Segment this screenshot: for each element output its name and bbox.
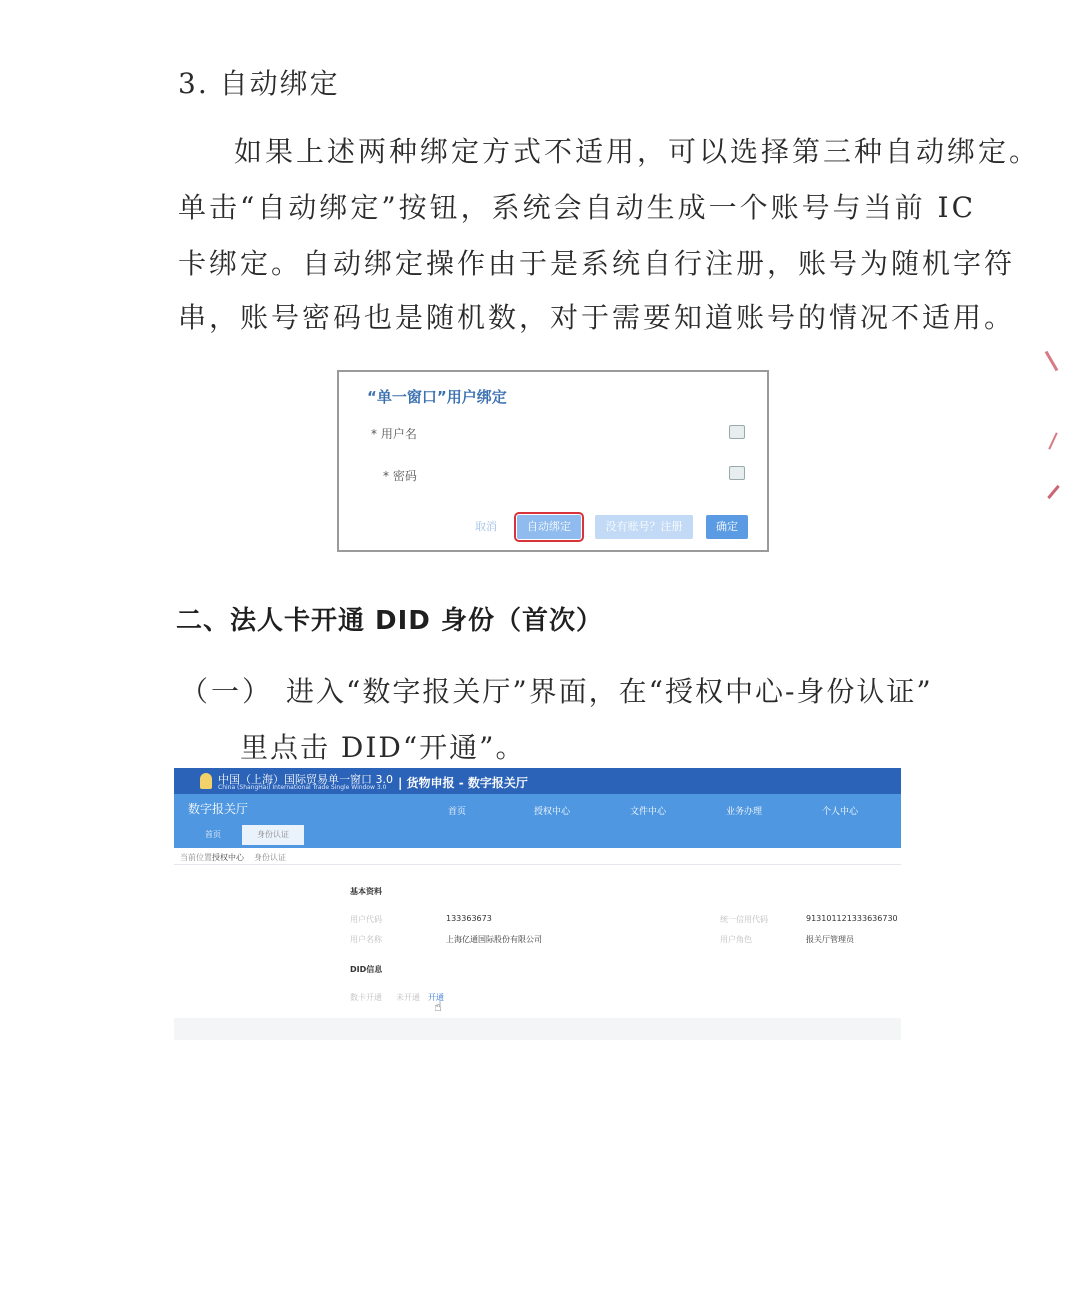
password-label: * 密码 bbox=[383, 469, 417, 483]
brand-subtitle: China (ShangHai) International Trade Single Window 3.0 bbox=[218, 784, 387, 791]
emblem-icon bbox=[200, 773, 212, 789]
field-value: 报关厅管理员 bbox=[806, 935, 854, 944]
register-button[interactable]: 没有账号？注册 bbox=[595, 515, 693, 539]
step-text: 进入“数字报关厅”界面，在“授权中心-身份认证” bbox=[286, 675, 933, 708]
bottom-fade bbox=[174, 1018, 901, 1040]
keyboard-icon[interactable] bbox=[729, 466, 745, 480]
section-heading-auto-bind: 3. 自动绑定 bbox=[178, 67, 340, 100]
did-label: 数卡开通 bbox=[350, 993, 382, 1002]
margin-pen-mark bbox=[1048, 432, 1057, 449]
field-label: 用户代码 bbox=[350, 915, 382, 924]
paragraph-line: 串，账号密码也是随机数，对于需要知道账号的情况不适用。 bbox=[178, 301, 1016, 334]
paragraph-line: 如果上述两种绑定方式不适用，可以选择第三种自动绑定。 bbox=[234, 135, 1041, 168]
margin-pen-mark bbox=[1045, 351, 1059, 372]
step-number: （一） bbox=[180, 675, 274, 708]
nav-item-auth-center[interactable]: 授权中心 bbox=[534, 807, 571, 817]
field-value: 913101121333636730 bbox=[806, 914, 898, 923]
auto-bind-button[interactable]: 自动绑定 bbox=[517, 515, 581, 539]
dialog-title: “单一窗口”用户绑定 bbox=[367, 388, 507, 406]
product-title: | 货物申报 - 数字报关厅 bbox=[398, 776, 528, 790]
nav-item-business[interactable]: 业务办理 bbox=[726, 807, 763, 817]
nav-item-home[interactable]: 首页 bbox=[448, 807, 467, 817]
paragraph-line: 卡绑定。自动绑定操作由于是系统自行注册，账号为随机字符 bbox=[178, 247, 1016, 280]
tab-identity-auth[interactable]: 身份认证 bbox=[242, 825, 304, 845]
breadcrumb-location: 当前位置 bbox=[180, 853, 212, 862]
confirm-button[interactable]: 确定 bbox=[706, 515, 748, 539]
username-label: * 用户名 bbox=[371, 427, 417, 441]
user-binding-dialog bbox=[337, 370, 769, 552]
cancel-button[interactable]: 取消 bbox=[475, 520, 497, 533]
field-label: 统一信用代码 bbox=[720, 915, 768, 924]
digital-customs-hall-screenshot bbox=[174, 768, 901, 1040]
brand-title: 中国（上海）国际贸易单一窗口 3.0 bbox=[218, 773, 393, 786]
divider bbox=[174, 864, 901, 865]
field-value: 上海亿通国际股份有限公司 bbox=[446, 935, 542, 944]
step-text: 里点击 DID“开通”。 bbox=[240, 731, 526, 764]
paragraph-line: 单击“自动绑定”按钮，系统会自动生成一个账号与当前 IC bbox=[178, 191, 977, 224]
did-open-link[interactable]: 开通 bbox=[428, 993, 444, 1002]
breadcrumb-item[interactable]: 授权中心 bbox=[212, 853, 244, 862]
field-label: 用户名称 bbox=[350, 935, 382, 944]
keyboard-icon[interactable] bbox=[729, 425, 745, 439]
did-status: 未开通 bbox=[396, 993, 420, 1002]
hand-cursor-icon: ☝ bbox=[434, 1000, 442, 1015]
breadcrumb-item[interactable]: 身份认证 bbox=[254, 853, 286, 862]
field-label: 用户角色 bbox=[720, 935, 752, 944]
field-value: 133363673 bbox=[446, 914, 492, 923]
section-title: DID信息 bbox=[350, 965, 383, 974]
section-heading-did: 二、法人卡开通 DID 身份（首次） bbox=[176, 606, 603, 636]
tab-home[interactable]: 首页 bbox=[205, 830, 221, 839]
section-title: 基本资料 bbox=[350, 887, 382, 896]
nav-item-file-center[interactable]: 文件中心 bbox=[630, 807, 667, 817]
hall-title: 数字报关厅 bbox=[188, 802, 249, 816]
margin-pen-mark bbox=[1047, 485, 1060, 499]
nav-item-personal[interactable]: 个人中心 bbox=[822, 807, 859, 817]
